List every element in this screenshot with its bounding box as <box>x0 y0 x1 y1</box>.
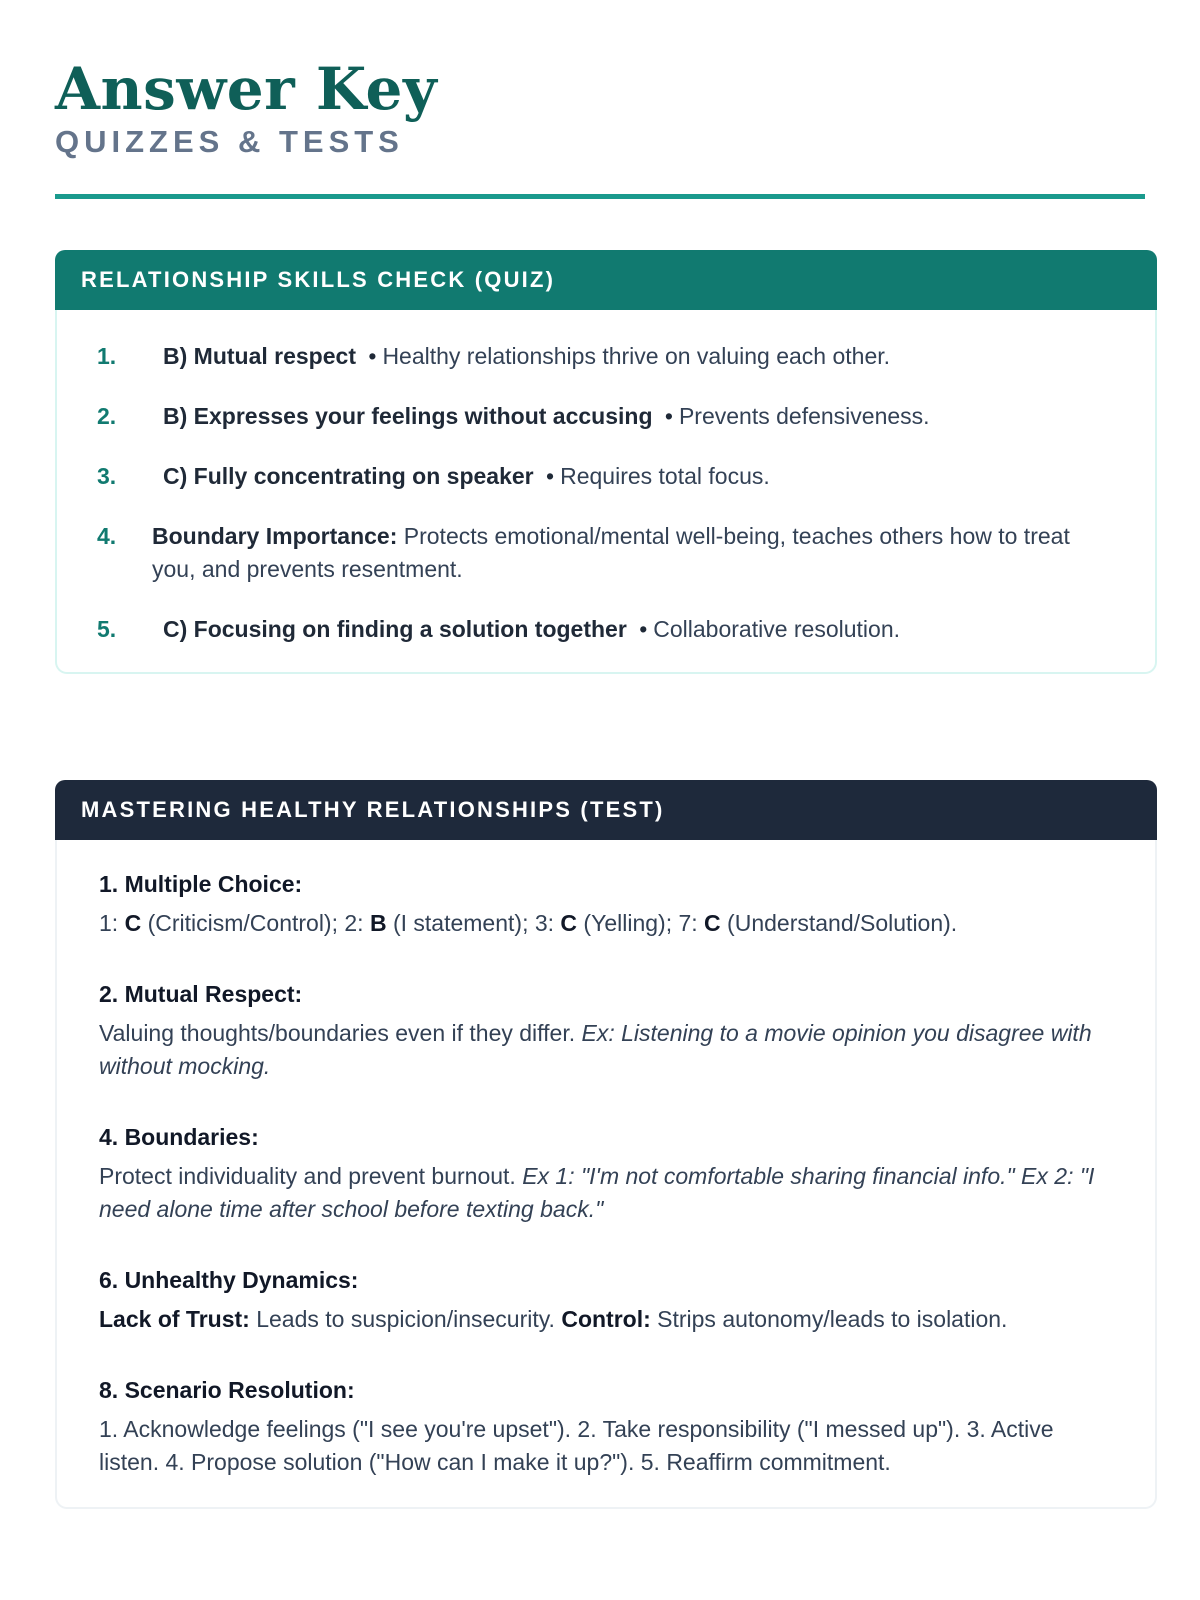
quiz-item-note: Prevents defensiveness. <box>678 403 930 429</box>
test-block-text: Valuing thoughts/boundaries even if they differ. Ex: Listening to a movie opinion you disagree with without mocking. <box>99 1020 1092 1079</box>
test-block-text: Lack of Trust: Leads to suspicion/insecurity. Control: Strips autonomy/leads to isolation. <box>99 1306 1008 1332</box>
test-answer-block <box>99 868 1113 940</box>
test-answer-block <box>99 1264 1113 1336</box>
bullet-separator: • <box>368 343 377 369</box>
quiz-item-note: Healthy relationships thrive on valuing each other. <box>382 343 891 369</box>
quiz-answer-item <box>97 613 1115 646</box>
test-block-text: Protect individuality and prevent burnout. Ex 1: "I'm not comfortable sharing financial info." Ex 2: "I need alone time after school before texting back." <box>99 1163 1095 1222</box>
test-answer-block <box>99 978 1113 1083</box>
quiz-item-answer: B) Mutual respect <box>163 343 356 369</box>
quiz-item-answer: Boundary Importance: <box>152 523 398 549</box>
test-section-heading: MASTERING HEALTHY RELATIONSHIPS (TEST) <box>55 780 1157 840</box>
test-block-text: 1: C (Criticism/Control); 2: B (I statement); 3: C (Yelling); 7: C (Understand/Solution). <box>99 910 958 936</box>
example-text: Ex 1: "I'm not comfortable sharing financial info." Ex 2: "I need alone time after school before texting back." <box>99 1163 1095 1222</box>
quiz-item-number: 2. <box>97 403 117 429</box>
test-section <box>55 780 1157 1509</box>
test-block-title: 6. Unhealthy Dynamics: <box>99 1267 359 1293</box>
quiz-item-answer: C) Fully concentrating on speaker <box>163 463 534 489</box>
test-block-title: 1. Multiple Choice: <box>99 871 303 897</box>
page-subtitle: QUIZZES & TESTS <box>55 124 404 159</box>
test-answer-block <box>99 1121 1113 1226</box>
quiz-item-note: Requires total focus. <box>560 463 770 489</box>
quiz-answer-item <box>97 340 1115 373</box>
bullet-separator: • <box>639 616 648 642</box>
test-block-title: 8. Scenario Resolution: <box>99 1377 355 1403</box>
test-answer-block <box>99 1374 1113 1479</box>
quiz-item-answer: B) Expresses your feelings without accusing <box>163 403 653 429</box>
test-block-title: 2. Mutual Respect: <box>99 981 303 1007</box>
quiz-item-number: 5. <box>97 616 117 642</box>
quiz-section-heading: RELATIONSHIP SKILLS CHECK (QUIZ) <box>55 250 1157 310</box>
quiz-answers-list <box>55 310 1157 674</box>
quiz-item-number: 4. <box>97 523 117 549</box>
test-answers-list <box>55 840 1157 1509</box>
quiz-item-number: 1. <box>97 343 117 369</box>
bullet-separator: • <box>664 403 673 429</box>
quiz-answer-item <box>97 460 1115 493</box>
quiz-item-answer: C) Focusing on finding a solution together <box>163 616 627 642</box>
quiz-answer-item <box>97 400 1115 433</box>
quiz-answer-item <box>97 520 1115 586</box>
quiz-item-note: Collaborative resolution. <box>653 616 900 642</box>
page-title: Answer Key <box>55 55 438 123</box>
bullet-separator: • <box>546 463 555 489</box>
test-block-text: 1. Acknowledge feelings ("I see you're upset"). 2. Take responsibility ("I messed up"). 3. Active listen. 4. Propose solution ("How can I make it up?"). 5. Reaffirm commitment. <box>99 1416 1054 1475</box>
quiz-item-number: 3. <box>97 463 117 489</box>
quiz-section <box>55 250 1157 674</box>
quiz-item-note: Protects emotional/mental well-being, teaches others how to treat you, and prevents resentment. <box>152 523 1070 582</box>
example-text: Ex: Listening to a movie opinion you disagree with without mocking. <box>99 1020 1092 1079</box>
test-block-title: 4. Boundaries: <box>99 1124 259 1150</box>
title-divider <box>55 194 1145 199</box>
